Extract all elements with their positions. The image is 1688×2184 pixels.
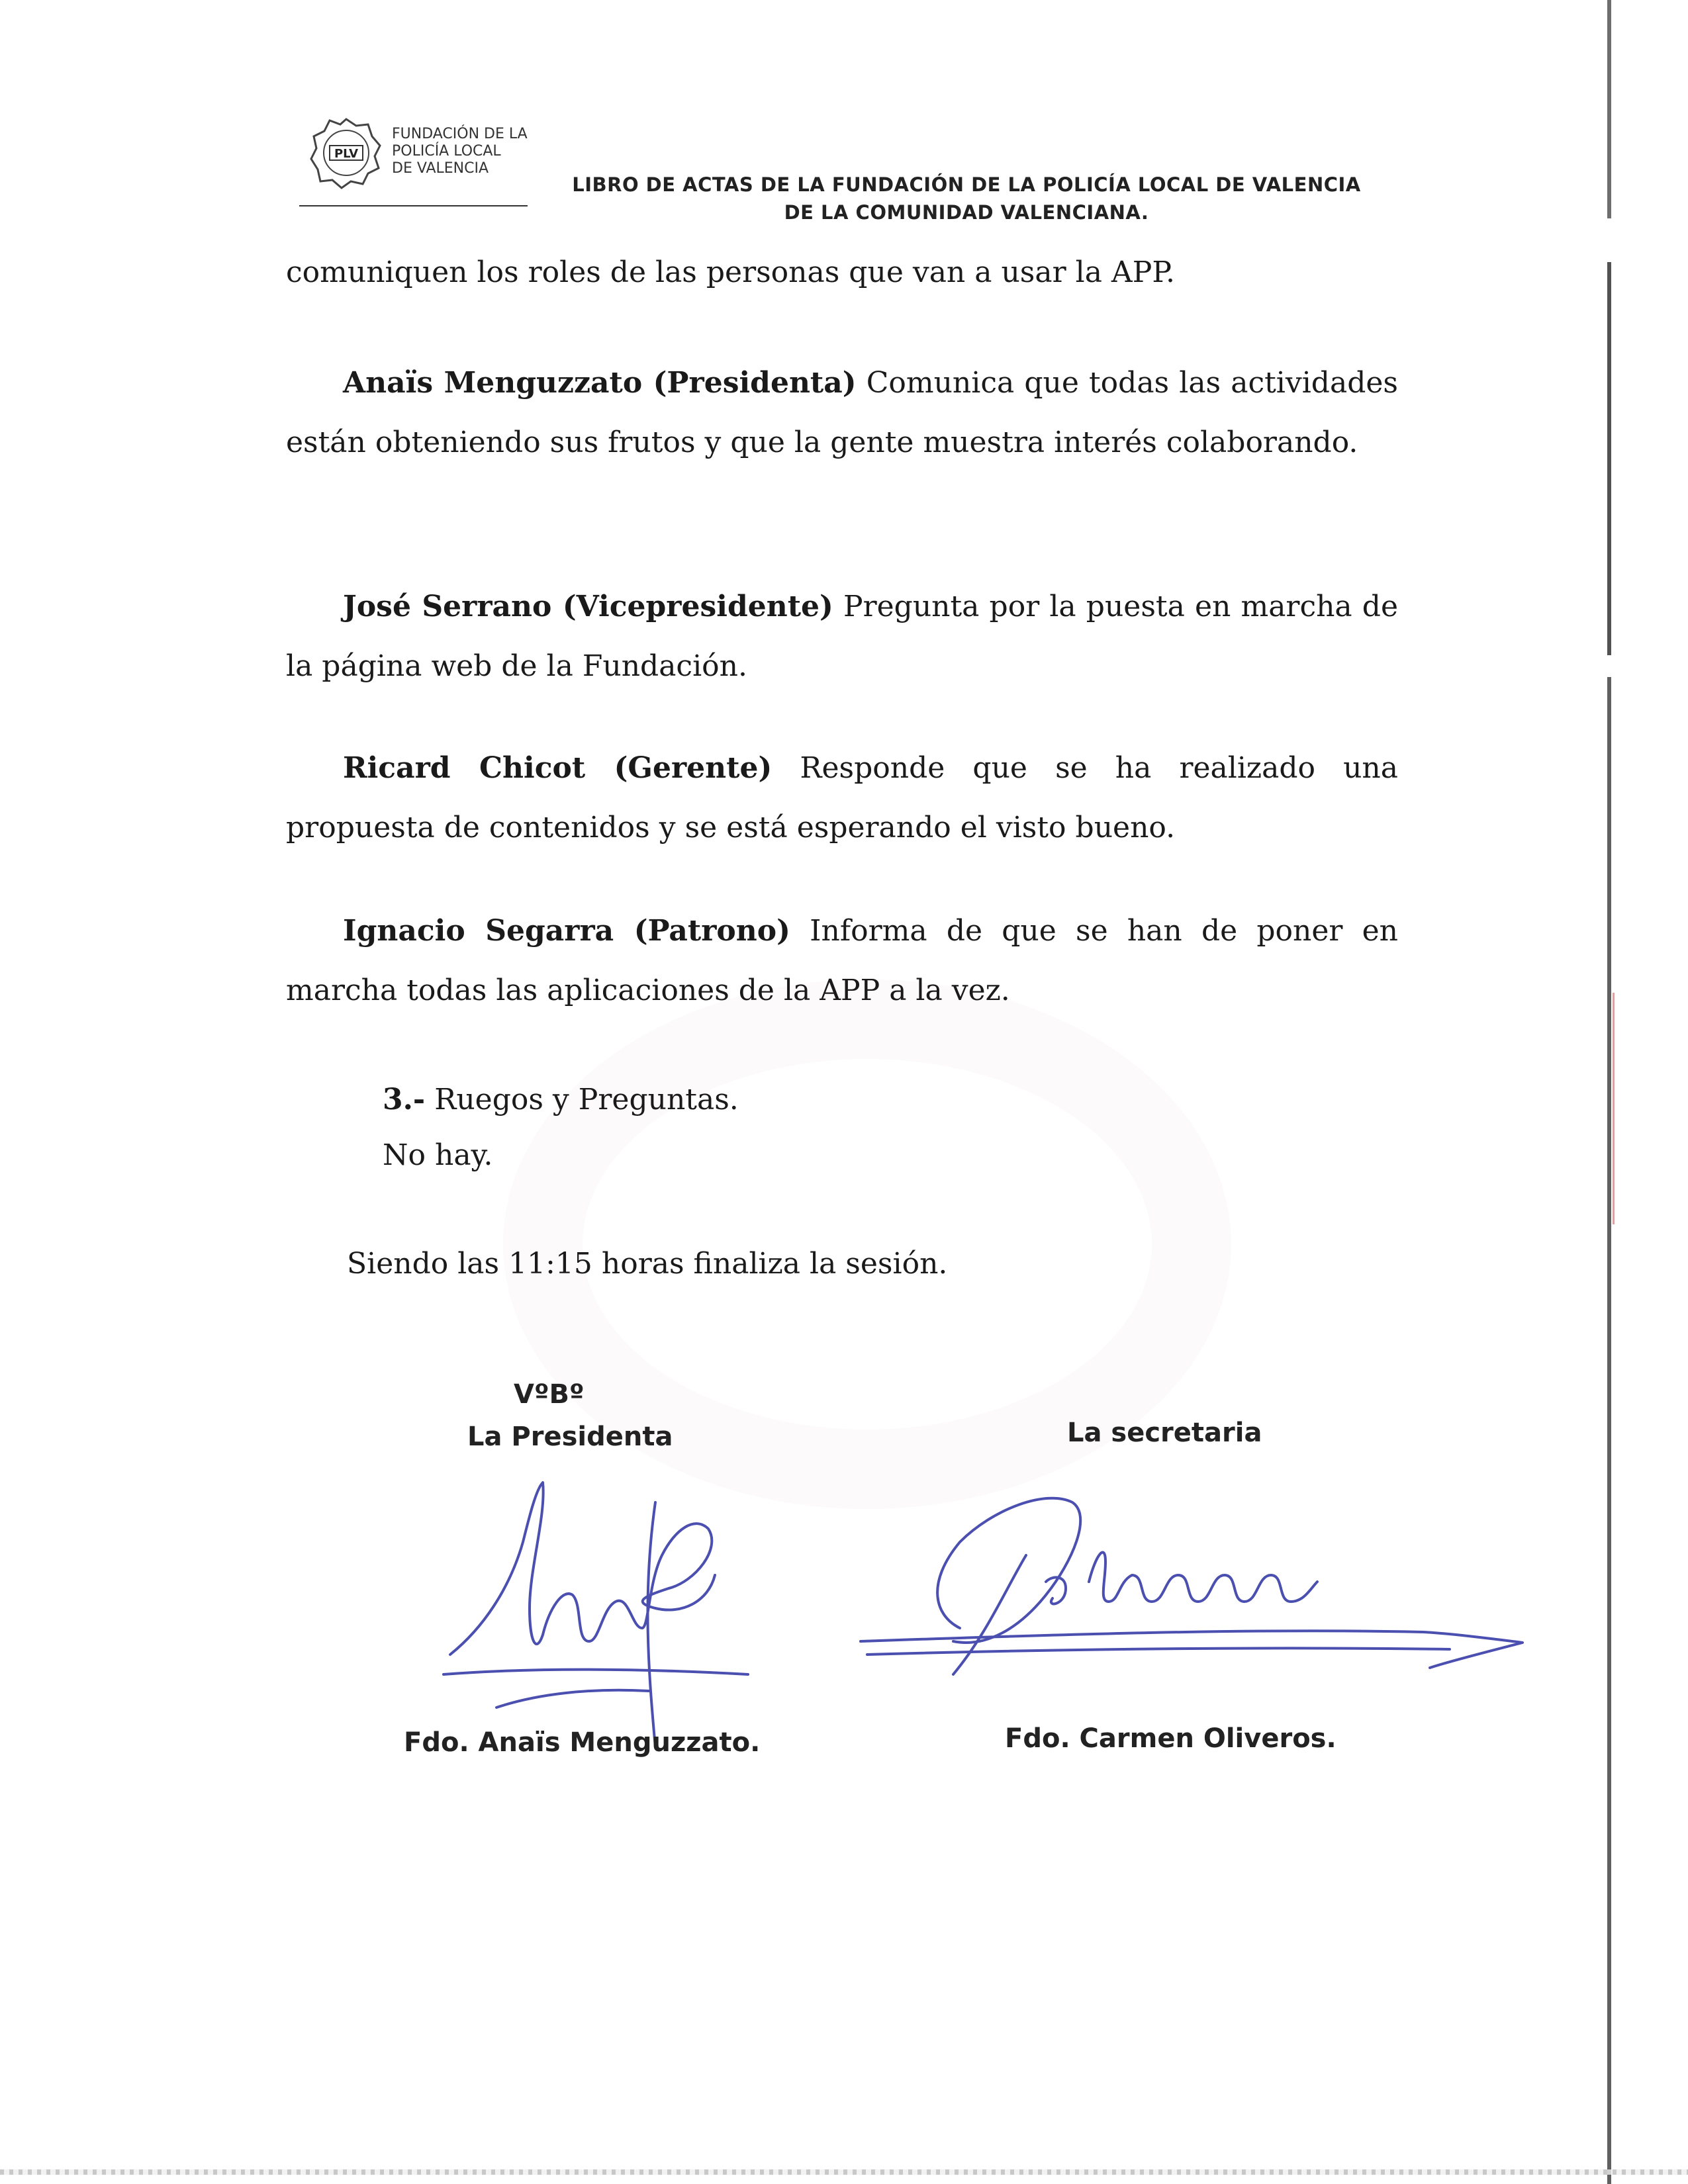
intervention-paragraph [286, 739, 1398, 858]
logo-line-3: DE VALENCIA [392, 160, 489, 177]
scan-edge-right [1607, 0, 1611, 2184]
agenda-item-heading [383, 1083, 739, 1116]
intervention-paragraph [286, 577, 1398, 696]
secretary-signature-icon [854, 1476, 1529, 1694]
intervention-text: Pregunta por la puesta en marcha de la página web de la Fundación. [286, 590, 1399, 683]
intervention-paragraph [286, 353, 1398, 473]
closing-statement: Siendo las 11:15 horas finaliza la sesión. [347, 1247, 948, 1281]
agenda-item-number: 3.- [383, 1083, 426, 1116]
header-line-1: LIBRO DE ACTAS DE LA FUNDACIÓN DE LA POLICÍA LOCAL DE VALENCIA [572, 173, 1361, 196]
scan-edge-mark [1613, 993, 1615, 1224]
intervention-text: Informa de que se han de poner en marcha todas las aplicaciones de la APP a la vez. [286, 914, 1399, 1007]
agenda-item-title: Ruegos y Preguntas. [425, 1083, 739, 1116]
speaker-name: Ignacio Segarra (Patrono) [343, 914, 790, 948]
agenda-item-text: No hay. [383, 1138, 493, 1172]
approval-mark: VºBº [514, 1379, 585, 1410]
intervention-paragraph [286, 901, 1398, 1021]
secretary-role: La secretaria [1067, 1418, 1262, 1448]
logo-line-1: FUNDACIÓN DE LA [392, 126, 528, 142]
intervention-text: Comunica que todas las actividades están obteniendo sus frutos y que la gente muestra interés colaborando. [286, 366, 1398, 459]
logo-line-2: POLICÍA LOCAL [392, 143, 501, 159]
president-signature-icon [430, 1476, 774, 1754]
secretary-signer-name: Fdo. Carmen Oliveros. [1005, 1723, 1336, 1754]
president-signer-name: Fdo. Anaïs Menguzzato. [404, 1727, 761, 1758]
speaker-name: José Serrano (Vicepresidente) [343, 590, 833, 623]
header-line-2: DE LA COMUNIDAD VALENCIANA. [784, 201, 1149, 224]
document-header [543, 171, 1390, 226]
speaker-name: Ricard Chicot (Gerente) [343, 751, 773, 785]
scan-edge-bottom [0, 2169, 1688, 2175]
speaker-name: Anaïs Menguzzato (Presidenta) [343, 366, 857, 400]
logo-abbr: PLV [334, 147, 359, 161]
intro-paragraph: comuniquen los roles de las personas que van a usar la APP. [286, 255, 1175, 289]
president-role: La Presidenta [467, 1422, 673, 1452]
logo-divider [299, 205, 528, 206]
logo-text [392, 126, 528, 177]
foundation-logo-icon [310, 116, 383, 189]
intervention-text: Responde que se ha realizado una propuesta de contenidos y se está esperando el visto bueno. [286, 751, 1398, 844]
